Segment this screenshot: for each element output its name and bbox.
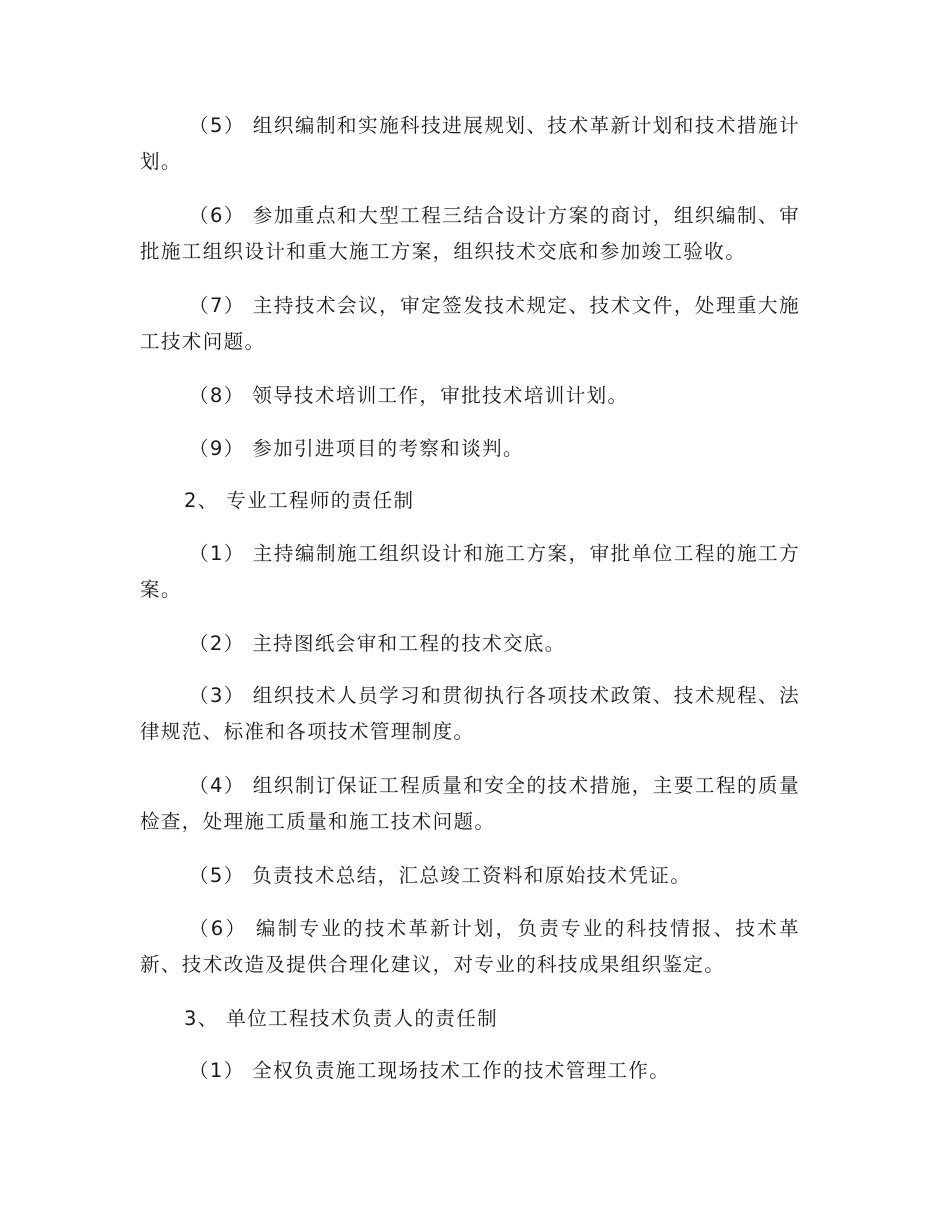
paragraph-item-9: （9） 参加引进项目的考察和谈判。: [189, 437, 524, 460]
paragraph-item-7: （7） 主持技术会议，审定签发技术规定、技术文件，处理重大施工技术问题。: [140, 294, 800, 353]
paragraph-item-3: （3） 组织技术人员学习和贯彻执行各项技术政策、技术规程、法律规范、标准和各项技术管理制度。: [140, 684, 800, 743]
paragraph-item-6b: （6） 编制专业的技术革新计划，负责专业的科技情报、技术革新、技术改造及提供合理化建议，对专业的科技成果组织鉴定。: [140, 917, 800, 976]
paragraph-item-1b: （1） 全权负责施工现场技术工作的技术管理工作。: [189, 1059, 671, 1082]
paragraph-item-4: （4） 组织制订保证工程质量和安全的技术措施，主要工程的质量检查，处理施工质量和施工技术问题。: [140, 774, 800, 833]
paragraph-item-6: （6） 参加重点和大型工程三结合设计方案的商讨，组织编制、审批施工组织设计和重大施工方案，组织技术交底和参加竣工验收。: [140, 204, 800, 263]
paragraph-item-2: （2） 主持图纸会审和工程的技术交底。: [189, 632, 566, 655]
paragraph-item-5: （5） 组织编制和实施科技进展规划、技术革新计划和技术措施计划。: [140, 114, 800, 173]
section-heading-3: 3、 单位工程技术负责人的责任制: [184, 1007, 499, 1030]
paragraph-item-8: （8） 领导技术培训工作，审批技术培训计划。: [189, 384, 629, 407]
paragraph-item-5b: （5） 负责技术总结，汇总竣工资料和原始技术凭证。: [189, 864, 692, 887]
paragraph-item-1: （1） 主持编制施工组织设计和施工方案，审批单位工程的施工方案。: [140, 542, 800, 601]
section-heading-2: 2、 专业工程师的责任制: [184, 489, 415, 512]
